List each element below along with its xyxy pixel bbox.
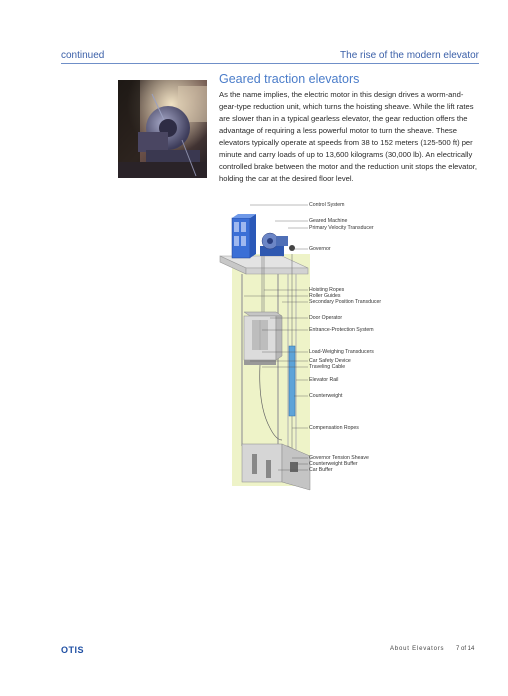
elevator-car [244, 312, 282, 365]
label-entrance-protection-system: Entrance-Protection System [309, 327, 374, 333]
label-primary-velocity-transducer: Primary Velocity Transducer [309, 225, 374, 231]
control-system-cabinets [232, 214, 256, 258]
geared-machine [260, 233, 295, 256]
header-rule [61, 63, 479, 64]
header-continued: continued [61, 50, 105, 61]
footer-document-title: About Elevators [390, 646, 445, 652]
label-traveling-cable: Traveling Cable [309, 364, 346, 370]
label-car-safety-device: Car Safety Device [309, 358, 351, 364]
label-counterweight: Counterweight [309, 393, 343, 399]
label-counterweight-buffer: Counterweight Buffer [309, 461, 358, 467]
label-car-buffer: Car Buffer [309, 467, 333, 473]
elevator-cutaway-diagram [216, 196, 386, 496]
header-section-title: The rise of the modern elevator [340, 50, 479, 61]
label-geared-machine: Geared Machine [309, 218, 348, 224]
label-compensation-ropes: Compensation Ropes [309, 425, 359, 431]
label-door-operator: Door Operator [309, 315, 343, 321]
label-governor-tension-sheave: Governor Tension Sheave [309, 455, 369, 461]
label-hoisting-ropes: Hoisting Ropes [309, 287, 345, 293]
machine-room-photo [118, 80, 207, 178]
label-secondary-position-transducer: Secondary Position Transducer [309, 299, 382, 305]
label-governor: Governor [309, 246, 331, 252]
article-geared-traction [219, 72, 479, 185]
page-number: 7 of 14 [456, 646, 475, 652]
running-header [61, 50, 479, 64]
article-title: Geared traction elevators [219, 72, 360, 86]
otis-logo: OTIS [61, 645, 85, 655]
label-load-weighing-transducers: Load-Weighing Transducers [309, 349, 374, 355]
label-control-system: Control System [309, 202, 345, 208]
article-body: As the name implies, the electric motor in this design drives a worm-and-gear-type reduction unit, which turns the hoisting sheave. While the lift rates are slower than in a typical gearless elevator, the gear reduction offers the advantage of requiring a less powerful motor to turn the sheave. These elevators typically operate at speeds from 38 to 152 meters (125-500 ft) per minute and carry loads of up to 13,600 kilograms (30,000 lb). An electrically controlled brake between the motor and the reduction unit stops the elevator, holding the car at the desired floor level. [219, 90, 477, 183]
label-elevator-rail: Elevator Rail [309, 377, 339, 383]
label-roller-guides: Roller Guides [309, 293, 341, 299]
